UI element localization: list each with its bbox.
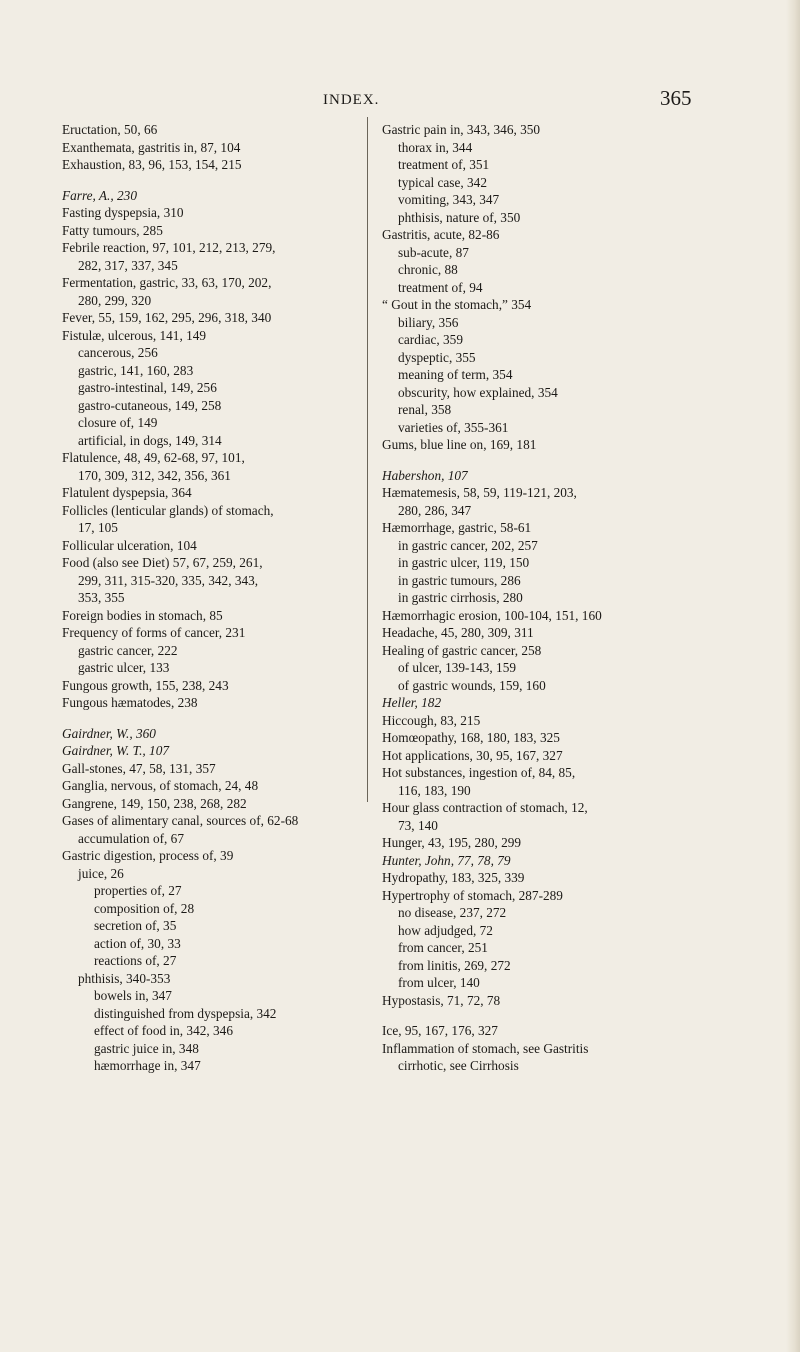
index-entry: Hunger, 43, 195, 280, 299: [382, 835, 522, 850]
index-entry: Gairdner, W., 360: [62, 725, 156, 741]
index-entry: Hiccough, 83, 215: [382, 712, 481, 728]
index-subentry: obscurity, how explained, 354: [398, 384, 558, 400]
index-subentry: action of, 30, 33: [94, 935, 181, 951]
page-header-title: INDEX.: [323, 92, 380, 108]
index-subentry: cancerous, 256: [78, 345, 158, 360]
section-gap: [382, 1009, 702, 1022]
index-entry: Hæmatemesis, 58, 59, 119-121, 203,: [382, 485, 577, 500]
index-entry: Heller, 182: [382, 695, 442, 710]
index-entry: Inflammation of stomach, see Gastritis: [382, 1040, 589, 1056]
index-entry: “ Gout in the stomach,” 354: [382, 297, 532, 312]
index-entry: Gastric digestion, process of, 39: [62, 848, 234, 863]
index-entry: Fever, 55, 159, 162, 295, 296, 318, 340: [62, 310, 272, 325]
index-subentry: 299, 311, 315-320, 335, 342, 343,: [78, 572, 259, 588]
index-subentry: effect of food in, 342, 346: [94, 1023, 233, 1038]
index-subentry: treatment of, 94: [398, 279, 483, 295]
index-subentry: composition of, 28: [94, 900, 195, 916]
index-subentry: juice, 26: [78, 865, 124, 881]
index-entry: Healing of gastric cancer, 258: [382, 642, 542, 658]
index-entry: Gases of alimentary canal, sources of, 62-68: [62, 813, 299, 828]
index-subentry: 116, 183, 190: [398, 782, 471, 798]
index-entry: Hour glass contraction of stomach, 12,: [382, 800, 588, 815]
index-entry: Exhaustion, 83, 96, 153, 154, 215: [62, 157, 242, 172]
section-gap: [382, 454, 702, 467]
index-entry: Habershon, 107: [382, 467, 468, 483]
index-column-right: [382, 121, 702, 1075]
index-entry: Hypostasis, 71, 72, 78: [382, 992, 501, 1008]
index-entry: Follicles (lenticular glands) of stomach,: [62, 502, 274, 518]
index-subentry: cirrhotic, see Cirrhosis: [398, 1058, 519, 1073]
index-subentry: hæmorrhage in, 347: [94, 1058, 201, 1073]
index-entry: Gastric pain in, 343, 346, 350: [382, 122, 541, 137]
page-edge: [786, 0, 800, 1352]
index-subentry: chronic, 88: [398, 262, 458, 277]
index-subentry: sub-acute, 87: [398, 244, 469, 260]
index-subentry: in gastric tumours, 286: [398, 572, 521, 588]
index-subentry: properties of, 27: [94, 883, 182, 898]
index-entry: Fatty tumours, 285: [62, 222, 163, 238]
index-subentry: meaning of term, 354: [398, 367, 513, 382]
index-entry: Hydropathy, 183, 325, 339: [382, 870, 525, 885]
index-subentry: from cancer, 251: [398, 940, 488, 955]
index-subentry: gastric ulcer, 133: [78, 660, 170, 675]
index-entry: Frequency of forms of cancer, 231: [62, 625, 246, 640]
index-subentry: treatment of, 351: [398, 157, 490, 172]
column-divider: [367, 117, 368, 802]
index-subentry: gastro-intestinal, 149, 256: [78, 380, 217, 395]
index-subentry: gastric juice in, 348: [94, 1040, 199, 1056]
index-subentry: 280, 299, 320: [78, 292, 152, 308]
index-subentry: varieties of, 355-361: [398, 419, 509, 435]
index-subentry: artificial, in dogs, 149, 314: [78, 432, 222, 448]
index-entry: Hot substances, ingestion of, 84, 85,: [382, 765, 576, 780]
index-subentry: 17, 105: [78, 520, 118, 535]
section-gap: [62, 174, 362, 187]
index-entry: Homœopathy, 168, 180, 183, 325: [382, 730, 560, 745]
index-subentry: cardiac, 359: [398, 332, 463, 347]
index-subentry: renal, 358: [398, 402, 452, 417]
index-entry: Gall-stones, 47, 58, 131, 357: [62, 760, 216, 776]
index-entry: Hypertrophy of stomach, 287-289: [382, 887, 563, 903]
index-entry: Flatulent dyspepsia, 364: [62, 485, 192, 500]
index-subentry: gastro-cutaneous, 149, 258: [78, 397, 222, 413]
index-subentry: from ulcer, 140: [398, 975, 480, 990]
index-subentry: vomiting, 343, 347: [398, 192, 500, 207]
index-entry: Farre, A., 230: [62, 187, 137, 203]
index-entry: Gangrene, 149, 150, 238, 268, 282: [62, 795, 247, 811]
page-number: 365: [660, 86, 692, 110]
index-entry: Fungous growth, 155, 238, 243: [62, 677, 229, 693]
index-subentry: reactions of, 27: [94, 953, 177, 968]
index-entry: Exanthemata, gastritis in, 87, 104: [62, 139, 241, 155]
index-entry: Ice, 95, 167, 176, 327: [382, 1023, 498, 1038]
index-subentry: 282, 317, 337, 345: [78, 257, 178, 273]
index-entry: Fistulæ, ulcerous, 141, 149: [62, 327, 207, 343]
index-entry: Hunter, John, 77, 78, 79: [382, 852, 511, 868]
index-entry: Gastritis, acute, 82-86: [382, 227, 500, 242]
index-subentry: bowels in, 347: [94, 988, 172, 1003]
index-entry: Fermentation, gastric, 33, 63, 170, 202,: [62, 275, 272, 290]
index-entry: Foreign bodies in stomach, 85: [62, 607, 223, 623]
index-entry: Ganglia, nervous, of stomach, 24, 48: [62, 778, 259, 793]
index-subentry: gastric, 141, 160, 283: [78, 362, 194, 378]
index-entry: Hæmorrhage, gastric, 58-61: [382, 520, 532, 535]
index-entry: Fasting dyspepsia, 310: [62, 205, 184, 220]
index-subentry: phthisis, 340-353: [78, 970, 171, 986]
index-entry: Hot applications, 30, 95, 167, 327: [382, 747, 563, 763]
index-subentry: 170, 309, 312, 342, 356, 361: [78, 467, 231, 483]
index-subentry: secretion of, 35: [94, 918, 177, 933]
index-subentry: in gastric ulcer, 119, 150: [398, 555, 530, 570]
index-entry: Fungous hæmatodes, 238: [62, 695, 198, 710]
index-subentry: typical case, 342: [398, 174, 487, 190]
index-subentry: thorax in, 344: [398, 139, 473, 155]
index-entry: Gairdner, W. T., 107: [62, 743, 170, 758]
index-entry: Hæmorrhagic erosion, 100-104, 151, 160: [382, 607, 602, 623]
index-subentry: accumulation of, 67: [78, 830, 184, 846]
index-entry: Febrile reaction, 97, 101, 212, 213, 279,: [62, 240, 276, 255]
index-subentry: phthisis, nature of, 350: [398, 209, 521, 225]
index-entry: Gums, blue line on, 169, 181: [382, 437, 537, 452]
index-subentry: closure of, 149: [78, 415, 158, 430]
index-subentry: 280, 286, 347: [398, 502, 472, 518]
index-entry: Headache, 45, 280, 309, 311: [382, 625, 534, 640]
index-entry: Food (also see Diet) 57, 67, 259, 261,: [62, 555, 263, 570]
index-subentry: in gastric cancer, 202, 257: [398, 537, 538, 553]
index-entry: Follicular ulceration, 104: [62, 537, 197, 553]
index-subentry: dyspeptic, 355: [398, 349, 476, 365]
index-subentry: in gastric cirrhosis, 280: [398, 590, 523, 605]
index-subentry: from linitis, 269, 272: [398, 957, 511, 973]
index-subentry: how adjudged, 72: [398, 922, 493, 938]
index-column-left: [62, 121, 362, 1075]
index-entry: Eructation, 50, 66: [62, 122, 158, 137]
index-subentry: 353, 355: [78, 590, 125, 605]
index-subentry: of gastric wounds, 159, 160: [398, 677, 546, 693]
index-subentry: no disease, 237, 272: [398, 905, 507, 920]
section-gap: [62, 712, 362, 725]
index-subentry: 73, 140: [398, 817, 438, 833]
index-subentry: gastric cancer, 222: [78, 642, 178, 658]
index-subentry: distinguished from dyspepsia, 342: [94, 1005, 277, 1021]
index-subentry: biliary, 356: [398, 314, 459, 330]
index-entry: Flatulence, 48, 49, 62-68, 97, 101,: [62, 450, 245, 465]
index-subentry: of ulcer, 139-143, 159: [398, 660, 517, 675]
